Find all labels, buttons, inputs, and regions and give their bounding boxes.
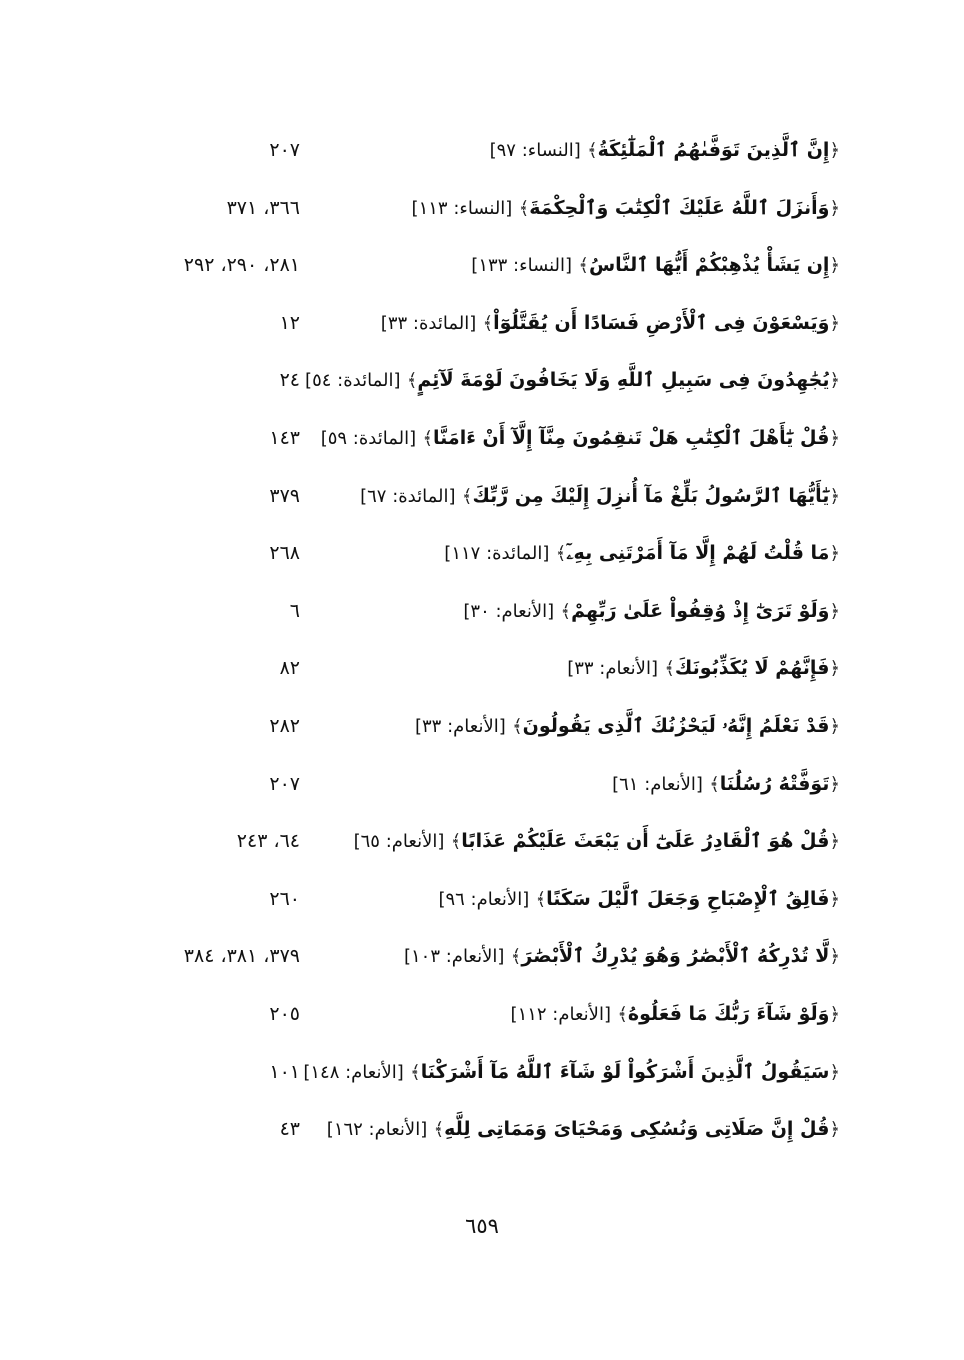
opening-bracket-icon: ﴿ [829,312,840,334]
verse-citation [320,192,840,224]
ayah-text: إِنَّ ٱلَّذِينَ تَوَفَّىٰهُمُ ٱلْمَلَٰٓئِكَةُ [597,139,830,161]
index-entry [140,356,840,414]
index-entry [140,241,840,299]
index-entry [140,1048,840,1106]
surah-reference: [المائدة: ٥٤] [305,370,401,392]
ayah-text: إِن يَشَأْ يُذْهِبْكُمْ أَيُّهَا ٱلنَّاسُ [588,254,830,277]
page-references: ٣٧٩، ٣٨١، ٣٨٤ [183,945,300,968]
closing-bracket-icon: ﴾ [450,831,462,853]
opening-bracket-icon: ﴿ [829,255,840,277]
surah-reference: [الأنعام: ٦١] [612,773,703,795]
ayah-text: سَيَقُولُ ٱلَّذِينَ أَشْرَكُواْ لَوْ شَآءَ ٱللَّهُ مَآ أَشْرَكْنَا [420,1060,830,1083]
page-references: ٦٤، ٢٤٣ [236,830,300,853]
opening-bracket-icon: ﴿ [829,888,840,910]
closing-bracket-icon: ﴾ [560,600,572,622]
closing-bracket-icon: ﴾ [422,427,434,449]
index-entry [140,875,840,933]
index-entry [140,1105,840,1163]
page-references: ٦ [289,599,300,622]
verse-citation [320,249,840,281]
ayah-text: مَا قُلْتُ لَهُمْ إِلَّا مَآ أَمَرْتَنِى بِهِۦٓ [566,542,830,565]
opening-bracket-icon: ﴿ [829,773,840,795]
opening-bracket-icon: ﴿ [829,658,840,680]
opening-bracket-icon: ﴿ [829,485,840,507]
ayah-text: يُجَٰهِدُونَ فِى سَبِيلِ ٱللَّهِ وَلَا يَخَافُونَ لَوْمَةَ لَآئِمٍ [417,369,830,392]
surah-reference: [النساء: ٩٧] [489,140,581,161]
opening-bracket-icon: ﴿ [829,427,840,449]
surah-reference: [الأنعام: ١٤٨] [303,1061,404,1083]
opening-bracket-icon: ﴿ [829,715,840,737]
page-references: ٤٣ [279,1118,300,1141]
closing-bracket-icon: ﴾ [587,140,598,161]
closing-bracket-icon: ﴾ [578,255,589,277]
closing-bracket-icon: ﴾ [617,1003,628,1025]
verse-citation [320,710,840,742]
surah-reference: [النساء: ١١٣] [411,197,513,219]
verse-citation [320,652,840,684]
ayah-text: قُلْ إِنَّ صَلَاتِى وَنُسُكِى وَمَحْيَاىَ وَمَمَاتِى لِلَّهِ [444,1118,830,1141]
opening-bracket-icon: ﴿ [829,1119,840,1141]
closing-bracket-icon: ﴾ [709,773,720,795]
verse-citation [320,825,840,857]
page-references: ٢٨١، ٢٩٠، ٢٩٢ [183,254,300,277]
index-entry [140,529,840,587]
surah-reference: [النساء: ١٣٣] [471,255,573,277]
ayah-text: قُلْ هُوَ ٱلْقَادِرُ عَلَىٰٓ أَن يَبْعَثَ عَلَيْكُمْ عَذَابًا [461,830,830,853]
closing-bracket-icon: ﴾ [510,946,522,968]
opening-bracket-icon: ﴿ [829,831,840,853]
page-references: ٢٦٨ [269,542,300,565]
verse-citation [305,364,840,396]
opening-bracket-icon: ﴿ [829,543,840,565]
surah-reference: [الأنعام: ١٦٢] [326,1119,428,1141]
closing-bracket-icon: ﴾ [410,1061,421,1083]
verse-citation [320,537,840,569]
page-number: ٦٥٩ [465,1214,499,1238]
verse-citation [303,1056,840,1088]
ayah-text: وَلَوْ شَآءَ رَبُّكَ مَا فَعَلُوهُ [627,1002,830,1025]
index-entry [140,990,840,1048]
surah-reference: [المائدة: ٥٩] [320,427,417,449]
surah-reference: [الأنعام: ١١٢] [510,1003,611,1025]
index-entry [140,760,840,818]
surah-reference: [المائدة: ٦٧] [360,485,456,507]
closing-bracket-icon: ﴾ [461,485,473,507]
index-entry [140,414,840,472]
opening-bracket-icon: ﴿ [829,197,840,219]
verse-citation [320,134,840,166]
index-entry [140,126,840,184]
page-references: ٣٦٦، ٣٧١ [226,196,300,219]
surah-reference: [الأنعام: ٩٦] [438,888,530,910]
verse-citation [320,480,840,512]
ayah-text: قُلْ يَٰٓأَهْلَ ٱلْكِتَٰبِ هَلْ تَنقِمُونَ مِنَّآ إِلَّآ أَنْ ءَامَنَّا [433,426,830,449]
ayah-text: يَٰٓأَيُّهَا ٱلرَّسُولُ بَلِّغْ مَآ أُنزِلَ إِلَيْكَ مِن رَّبِّكَ [472,484,830,507]
closing-bracket-icon: ﴾ [555,543,567,565]
surah-reference: [الأنعام: ٣٣] [567,658,658,680]
page-references: ١٢ [279,311,300,334]
page-references: ٢٠٥ [269,1002,300,1025]
opening-bracket-icon: ﴿ [829,140,840,161]
page-references: ١٤٣ [269,426,300,449]
ayah-text: وَأَنزَلَ ٱللَّهُ عَلَيْكَ ٱلْكِتَٰبَ وَٱلْحِكْمَةَ [529,196,830,219]
verse-citation [320,883,840,915]
page-references: ٢٠٧ [269,772,300,795]
ayah-text: وَلَوْ تَرَىٰٓ إِذْ وُقِفُواْ عَلَىٰ رَبِّهِمْ [571,599,830,622]
index-entry [140,587,840,645]
opening-bracket-icon: ﴿ [829,1061,840,1083]
index-entry [140,817,840,875]
closing-bracket-icon: ﴾ [512,715,523,737]
page-references: ١٠١ [269,1060,300,1083]
opening-bracket-icon: ﴿ [829,600,840,622]
verse-citation [320,595,840,627]
ayah-text: تَوَفَّتْهُ رُسُلُنَا [719,772,830,795]
page-references: ٣٧٩ [269,484,300,507]
page-references: ٢٤ [279,369,300,392]
opening-bracket-icon: ﴿ [829,1003,840,1025]
ayah-text: فَالِقُ ٱلْإِصْبَاحِ وَجَعَلَ ٱلَّيْلَ سَكَنًا [546,887,830,910]
page-references: ٢٠٧ [269,139,300,161]
index-entry [140,472,840,530]
closing-bracket-icon: ﴾ [535,888,547,910]
ayah-text: فَإِنَّهُمْ لَا يُكَذِّبُونَكَ [674,657,830,680]
page-references: ٨٢ [279,657,300,680]
opening-bracket-icon: ﴿ [829,370,840,392]
verse-citation [320,940,840,972]
verse-citation [320,1113,840,1145]
surah-reference: [الأنعام: ٦٥] [353,831,445,853]
index-entry [140,644,840,702]
surah-reference: [الأنعام: ٣٣] [414,715,506,737]
index-entry [140,932,840,990]
index-entry [140,184,840,242]
surah-reference: [الأنعام: ٣٠] [463,600,555,622]
page-references: ٢٦٠ [269,887,300,910]
verse-index-list [140,126,840,1163]
surah-reference: [الأنعام: ١٠٣] [403,946,505,968]
index-entry [140,299,840,357]
closing-bracket-icon: ﴾ [433,1119,445,1141]
surah-reference: [المائدة: ١١٧] [444,543,550,565]
index-entry [140,702,840,760]
ayah-text: وَيَسْعَوْنَ فِى ٱلْأَرْضِ فَسَادًا أَن يُقَتَّلُوٓاْ [493,311,830,334]
verse-citation [320,768,840,800]
verse-citation [320,998,840,1030]
ayah-text: قَدْ نَعْلَمُ إِنَّهُۥ لَيَحْزُنُكَ ٱلَّذِى يَقُولُونَ [522,714,830,737]
verse-citation [320,422,840,454]
opening-bracket-icon: ﴿ [829,946,840,968]
closing-bracket-icon: ﴾ [518,197,530,219]
closing-bracket-icon: ﴾ [406,370,418,392]
ayah-text: لَّا تُدْرِكُهُ ٱلْأَبْصَٰرُ وَهُوَ يُدْرِكُ ٱلْأَبْصَٰرَ [521,945,830,968]
page-references: ٢٨٢ [269,714,300,737]
closing-bracket-icon: ﴾ [664,658,675,680]
closing-bracket-icon: ﴾ [482,312,494,334]
verse-citation [320,307,840,339]
surah-reference: [المائدة: ٣٣] [380,312,477,334]
